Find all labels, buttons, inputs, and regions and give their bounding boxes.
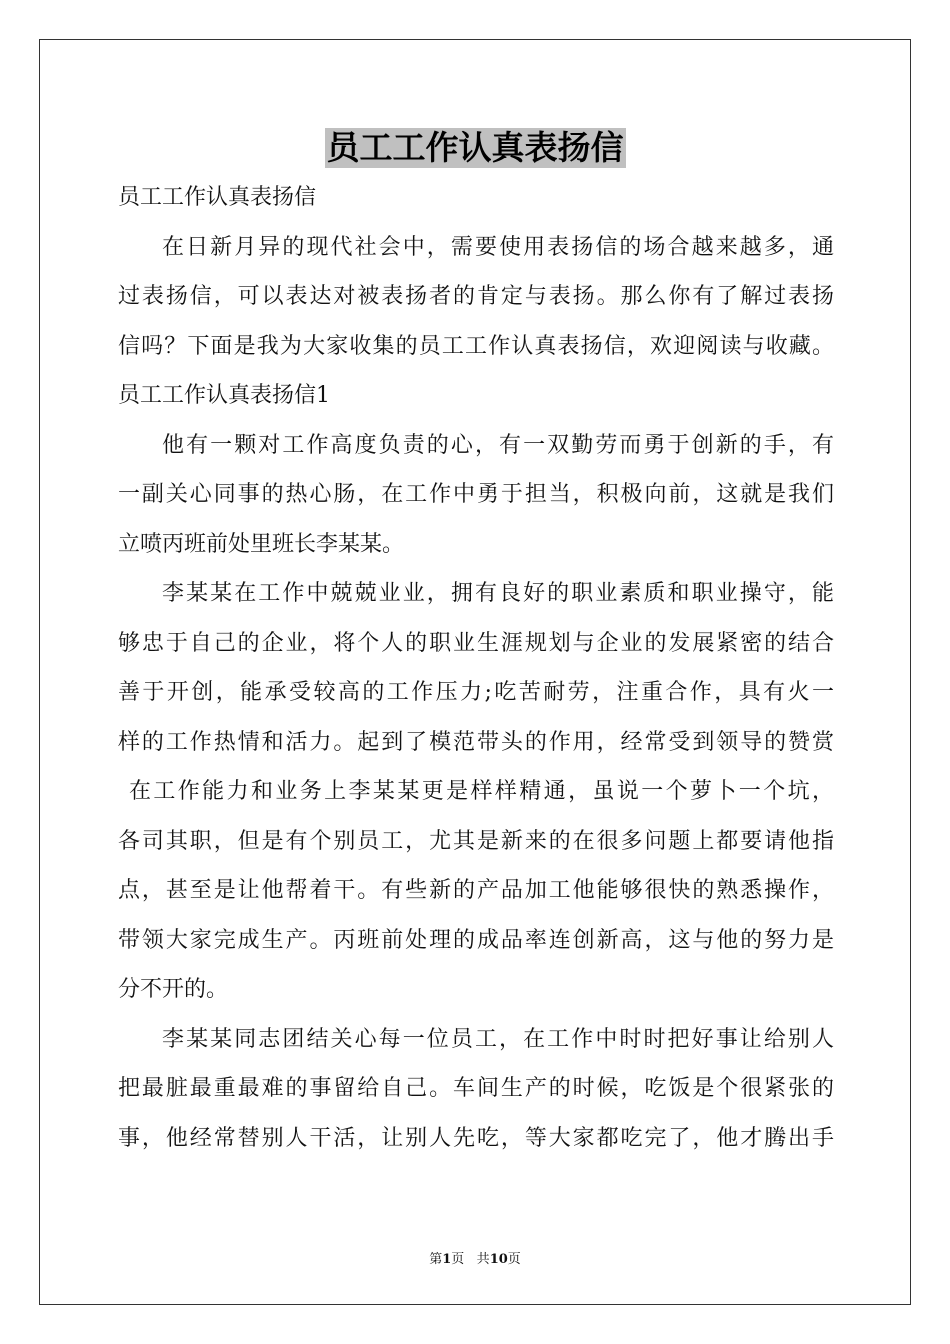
body-line: 各司其职，但是有个别员工，尤其是新来的在很多问题上都要请他指	[118, 828, 834, 854]
title-wrap	[0, 128, 950, 168]
body-line: 李某某同志团结关心每一位员工，在工作中时时把好事让给别人	[162, 1026, 834, 1052]
body-line: 分不开的。	[118, 977, 229, 1002]
body-line: 信吗？下面是我为大家收集的员工工作认真表扬信，欢迎阅读与收藏。	[118, 333, 834, 359]
body-line: 过表扬信，可以表达对被表扬者的肯定与表扬。那么你有了解过表扬	[118, 284, 834, 309]
page-footer	[0, 1248, 950, 1267]
page-number-prefix: 第	[429, 1252, 443, 1267]
page-total-prefix: 共	[476, 1252, 490, 1267]
body-line: 事，他经常替别人干活，让别人先吃，等大家都吃完了，他才腾出手	[118, 1125, 834, 1151]
body-line: 样的工作热情和活力。起到了模范带头的作用，经常受到领导的赞赏	[118, 729, 834, 755]
body-line: 在日新月异的现代社会中，需要使用表扬信的场合越来越多，通	[162, 234, 834, 260]
body-line: 立喷丙班前处里班长李某某。	[118, 531, 405, 557]
page-total-suffix: 页	[507, 1252, 521, 1267]
body-line: 他有一颗对工作高度负责的心，有一双勤劳而勇于创新的手，有	[162, 432, 834, 458]
body-line: 点，甚至是让他帮着干。有些新的产品加工他能够很快的熟悉操作，	[118, 878, 834, 903]
body-line: 员工工作认真表扬信1	[118, 383, 330, 408]
body-line: 员工工作认真表扬信	[118, 185, 317, 210]
body-line: 够忠于自己的企业，将个人的职业生涯规划与企业的发展紧密的结合	[118, 630, 834, 656]
body-line: 一副关心同事的热心肠，在工作中勇于担当，积极向前，这就是我们	[118, 482, 834, 507]
page-number-suffix: 页	[451, 1252, 465, 1267]
document-title: 员工工作认真表扬信	[326, 128, 624, 167]
body-line: 善于开创，能承受较高的工作压力;吃苦耐劳，注重合作，具有火一	[118, 680, 834, 705]
body-line: 把最脏最重最难的事留给自己。车间生产的时候，吃饭是个很紧张的	[118, 1076, 834, 1101]
page-total-count: 10	[489, 1252, 508, 1267]
document-body	[118, 178, 834, 1168]
body-line: 带领大家完成生产。丙班前处理的成品率连创新高，这与他的努力是	[118, 927, 834, 953]
page-number-current: 1	[442, 1252, 452, 1267]
body-line: 李某某在工作中兢兢业业，拥有良好的职业素质和职业操守，能	[162, 581, 834, 606]
body-line: 在工作能力和业务上李某某更是样样精通，虽说一个萝卜一个坑，	[129, 779, 834, 804]
